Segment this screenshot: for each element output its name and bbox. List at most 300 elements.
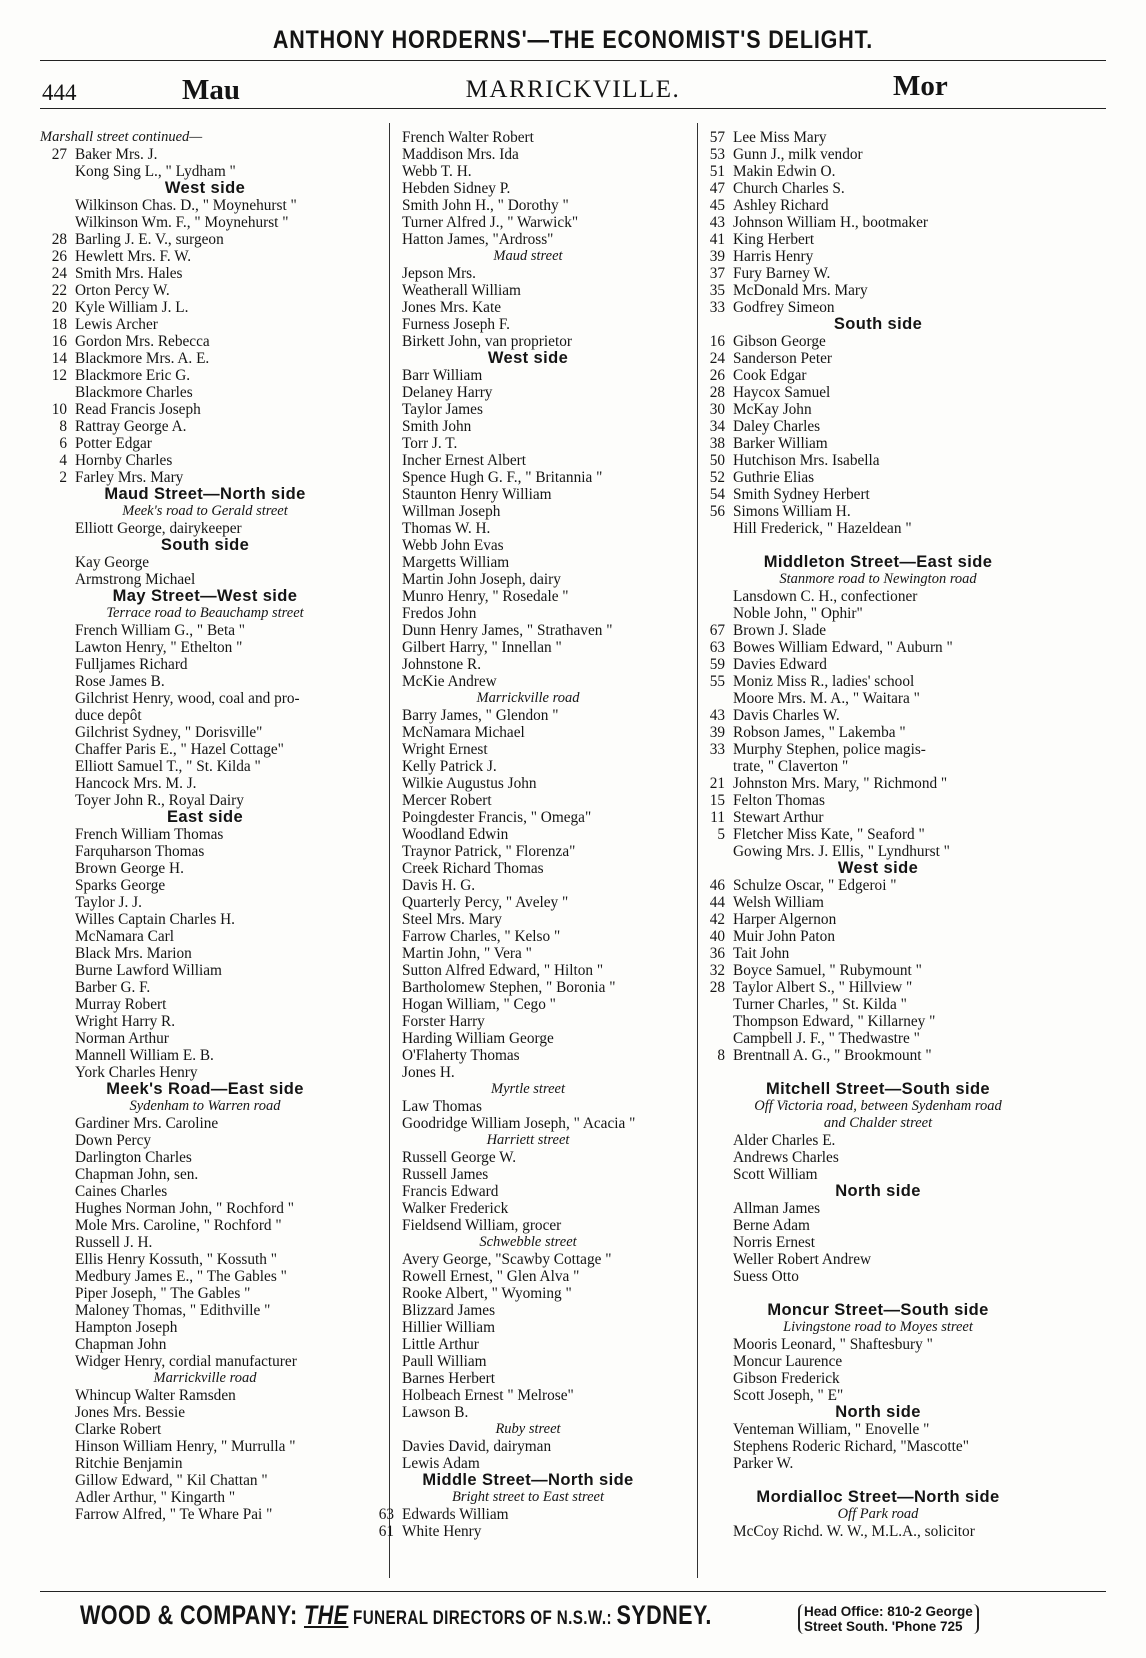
resident-name: French William Thomas bbox=[75, 826, 224, 843]
directory-entry bbox=[40, 1472, 370, 1489]
resident-name: McDonald Mrs. Mary bbox=[733, 282, 868, 299]
directory-entry bbox=[40, 1183, 370, 1200]
directory-entry bbox=[367, 1387, 689, 1404]
house-number: 47 bbox=[709, 180, 725, 197]
resident-name: Baker Mrs. J. bbox=[75, 146, 158, 163]
resident-name: Suess Otto bbox=[733, 1268, 799, 1285]
resident-name: Brown J. Slade bbox=[733, 622, 827, 639]
cross-street-note: Maud street bbox=[493, 248, 563, 264]
resident-name: Smith Sydney Herbert bbox=[733, 486, 870, 503]
directory-entry bbox=[698, 1200, 1058, 1217]
directory-entry bbox=[698, 605, 1058, 622]
directory-entry bbox=[367, 1166, 689, 1183]
directory-entry bbox=[698, 1234, 1058, 1251]
directory-entry bbox=[698, 1438, 1058, 1455]
resident-name: Gillow Edward, " Kil Chattan " bbox=[75, 1472, 268, 1489]
resident-name: Francis Edward bbox=[402, 1183, 499, 1200]
resident-name: Lee Miss Mary bbox=[733, 129, 827, 146]
directory-entry bbox=[40, 469, 370, 486]
resident-name: Hornby Charles bbox=[75, 452, 173, 469]
resident-name: Gilchrist Sydney, " Dorisville" bbox=[75, 724, 263, 741]
resident-name: Willes Captain Charles H. bbox=[75, 911, 235, 928]
directory-entry bbox=[367, 1370, 689, 1387]
resident-name: Rooke Albert, " Wyoming " bbox=[402, 1285, 572, 1302]
resident-name: Hinson William Henry, " Murrulla " bbox=[75, 1438, 296, 1455]
resident-name: Elliott George, dairykeeper bbox=[75, 520, 242, 537]
directory-entry bbox=[367, 1319, 689, 1336]
resident-name: White Henry bbox=[402, 1523, 482, 1540]
directory-entry bbox=[698, 843, 1058, 860]
house-number: 37 bbox=[709, 265, 725, 282]
resident-name: Davis H. G. bbox=[402, 877, 476, 894]
directory-entry bbox=[40, 707, 370, 724]
directory-entry bbox=[698, 741, 1058, 758]
resident-name: Haycox Samuel bbox=[733, 384, 831, 401]
resident-name: Law Thomas bbox=[402, 1098, 483, 1115]
directory-entry bbox=[40, 1234, 370, 1251]
resident-name: Adler Arthur, " Kingarth " bbox=[75, 1489, 236, 1506]
resident-name: Russell James bbox=[402, 1166, 489, 1183]
resident-name: Cook Edgar bbox=[733, 367, 807, 384]
house-number: 44 bbox=[709, 894, 725, 911]
directory-entry bbox=[367, 877, 689, 894]
directory-entry bbox=[367, 1285, 689, 1302]
directory-entry bbox=[40, 1455, 370, 1472]
resident-name: Gordon Mrs. Rebecca bbox=[75, 333, 210, 350]
resident-name: Whincup Walter Ramsden bbox=[75, 1387, 236, 1404]
directory-entry bbox=[367, 1064, 689, 1081]
directory-entry bbox=[40, 1285, 370, 1302]
directory-entry bbox=[367, 928, 689, 945]
resident-name: Welsh William bbox=[733, 894, 824, 911]
resident-name: Holbeach Ernest " Melrose" bbox=[402, 1387, 574, 1404]
directory-entry bbox=[40, 1319, 370, 1336]
resident-name: Church Charles S. bbox=[733, 180, 845, 197]
house-number: 35 bbox=[709, 282, 725, 299]
directory-entry bbox=[367, 180, 689, 197]
directory-entry bbox=[40, 758, 370, 775]
directory-entry bbox=[367, 367, 689, 384]
house-number: 8 bbox=[717, 1047, 725, 1064]
cross-street-note: Livingstone road to Moyes street bbox=[783, 1319, 973, 1335]
resident-name: Little Arthur bbox=[402, 1336, 479, 1353]
resident-name: Webb T. H. bbox=[402, 163, 472, 180]
directory-entry bbox=[698, 1336, 1058, 1353]
footer-city: SYDNEY. bbox=[616, 1600, 712, 1630]
street-heading: North side bbox=[835, 1182, 921, 1200]
resident-name: Fieldsend William, grocer bbox=[402, 1217, 562, 1234]
directory-entry bbox=[698, 1149, 1058, 1166]
resident-name: Armstrong Michael bbox=[75, 571, 196, 588]
resident-name: Margetts William bbox=[402, 554, 510, 571]
resident-name: Barr William bbox=[402, 367, 483, 384]
resident-name: Lewis Archer bbox=[75, 316, 158, 333]
house-number: 54 bbox=[709, 486, 725, 503]
street-heading: Mordialloc Street—North side bbox=[756, 1488, 1000, 1506]
resident-name: Stephens Roderic Richard, "Mascotte" bbox=[733, 1438, 969, 1455]
resident-name: Furness Joseph F. bbox=[402, 316, 510, 333]
cross-street-note: Meek's road to Gerald street bbox=[122, 503, 288, 519]
directory-entry bbox=[698, 452, 1058, 469]
resident-name: Smith John bbox=[402, 418, 472, 435]
directory-entry bbox=[367, 707, 689, 724]
directory-entry bbox=[698, 979, 1058, 996]
directory-entry bbox=[40, 435, 370, 452]
directory-entry bbox=[698, 826, 1058, 843]
directory-entry bbox=[40, 724, 370, 741]
house-number: 28 bbox=[709, 979, 725, 996]
resident-name: Taylor Albert S., " Hillview " bbox=[733, 979, 913, 996]
resident-name: Maloney Thomas, " Edithville " bbox=[75, 1302, 271, 1319]
resident-name: Barry James, " Glendon " bbox=[402, 707, 559, 724]
directory-entry bbox=[367, 1183, 689, 1200]
resident-name: Alder Charles E. bbox=[733, 1132, 836, 1149]
directory-entry bbox=[40, 1268, 370, 1285]
spacer bbox=[698, 1064, 1058, 1081]
resident-name: Black Mrs. Marion bbox=[75, 945, 192, 962]
resident-name: Jepson Mrs. bbox=[402, 265, 476, 282]
resident-name: Willman Joseph bbox=[402, 503, 501, 520]
directory-entry bbox=[367, 639, 689, 656]
directory-entry bbox=[40, 1064, 370, 1081]
directory-entry bbox=[367, 452, 689, 469]
directory-entry bbox=[698, 656, 1058, 673]
resident-name: Davis Charles W. bbox=[733, 707, 840, 724]
resident-name: Murphy Stephen, police magis- bbox=[733, 741, 926, 758]
resident-name: Barker William bbox=[733, 435, 828, 452]
directory-entry bbox=[367, 1353, 689, 1370]
resident-name: Robson James, " Lakemba " bbox=[733, 724, 906, 741]
directory-entry bbox=[367, 214, 689, 231]
directory-entry bbox=[40, 418, 370, 435]
header-rule bbox=[40, 60, 1106, 61]
directory-entry bbox=[367, 333, 689, 350]
street-heading: West side bbox=[487, 349, 569, 367]
directory-column-2 bbox=[367, 129, 689, 1540]
directory-entry bbox=[698, 962, 1058, 979]
resident-name: Daley Charles bbox=[733, 418, 821, 435]
resident-name: Sutton Alfred Edward, " Hilton " bbox=[402, 962, 604, 979]
directory-entry bbox=[698, 792, 1058, 809]
directory-entry bbox=[40, 316, 370, 333]
house-number: 50 bbox=[709, 452, 725, 469]
directory-entry bbox=[40, 1421, 370, 1438]
resident-name: Simons William H. bbox=[733, 503, 851, 520]
directory-entry bbox=[367, 1523, 689, 1540]
house-number: 16 bbox=[51, 333, 67, 350]
directory-entry bbox=[40, 911, 370, 928]
directory-entry bbox=[698, 282, 1058, 299]
resident-name: Down Percy bbox=[75, 1132, 152, 1149]
directory-entry bbox=[698, 945, 1058, 962]
directory-column-1 bbox=[40, 129, 370, 1523]
directory-entry bbox=[698, 520, 1058, 537]
resident-name: Wilkie Augustus John bbox=[402, 775, 537, 792]
resident-name: Stewart Arthur bbox=[733, 809, 824, 826]
resident-name: Felton Thomas bbox=[733, 792, 825, 809]
directory-entry bbox=[698, 1166, 1058, 1183]
resident-name: Chaffer Paris E., " Hazel Cottage" bbox=[75, 741, 284, 758]
directory-entry bbox=[40, 1506, 370, 1523]
resident-name: Goodridge William Joseph, " Acacia " bbox=[402, 1115, 636, 1132]
house-number: 52 bbox=[709, 469, 725, 486]
house-number: 14 bbox=[51, 350, 67, 367]
directory-entry bbox=[367, 316, 689, 333]
directory-entry bbox=[367, 486, 689, 503]
directory-entry bbox=[40, 1489, 370, 1506]
cross-street-note: and Chalder street bbox=[823, 1115, 933, 1131]
house-number: 51 bbox=[709, 163, 725, 180]
resident-name: Sanderson Peter bbox=[733, 350, 832, 367]
resident-name: Taylor J. J. bbox=[75, 894, 142, 911]
resident-name: Gardiner Mrs. Caroline bbox=[75, 1115, 219, 1132]
resident-name: Hillier William bbox=[402, 1319, 495, 1336]
directory-entry bbox=[698, 673, 1058, 690]
directory-entry bbox=[698, 1013, 1058, 1030]
directory-entry bbox=[367, 1047, 689, 1064]
resident-name: Chapman John, sen. bbox=[75, 1166, 199, 1183]
resident-name: Spence Hugh G. F., " Britannia " bbox=[402, 469, 603, 486]
house-number: 10 bbox=[51, 401, 67, 418]
resident-name: Farquharson Thomas bbox=[75, 843, 205, 860]
resident-name: Birkett John, van proprietor bbox=[402, 333, 572, 350]
page-title: MARRICKVILLE. bbox=[465, 76, 681, 103]
resident-name: Johnson William H., bootmaker bbox=[733, 214, 928, 231]
cross-street-note: Ruby street bbox=[495, 1421, 561, 1437]
directory-entry bbox=[367, 1438, 689, 1455]
directory-entry bbox=[367, 401, 689, 418]
resident-name: Scott William bbox=[733, 1166, 818, 1183]
directory-entry bbox=[698, 877, 1058, 894]
resident-name: Johnstone R. bbox=[402, 656, 482, 673]
resident-name: Smith John H., " Dorothy " bbox=[402, 197, 569, 214]
resident-name: Widger Henry, cordial manufacturer bbox=[75, 1353, 297, 1370]
resident-name: Harding William George bbox=[402, 1030, 554, 1047]
resident-name: Berne Adam bbox=[733, 1217, 810, 1234]
resident-name: Ritchie Benjamin bbox=[75, 1455, 183, 1472]
directory-entry bbox=[698, 1030, 1058, 1047]
resident-name: Russell J. H. bbox=[75, 1234, 153, 1251]
cross-street-note: Myrtle street bbox=[491, 1081, 565, 1097]
directory-entry bbox=[40, 163, 370, 180]
directory-entry bbox=[698, 775, 1058, 792]
resident-name: Makin Edwin O. bbox=[733, 163, 836, 180]
directory-entry bbox=[698, 894, 1058, 911]
resident-name: Farrow Charles, " Kelso " bbox=[402, 928, 561, 945]
resident-name: Martin John Joseph, dairy bbox=[402, 571, 561, 588]
directory-entry bbox=[367, 231, 689, 248]
house-number: 28 bbox=[51, 231, 67, 248]
directory-entry bbox=[40, 282, 370, 299]
house-number: 12 bbox=[51, 367, 67, 384]
directory-entry bbox=[40, 1115, 370, 1132]
directory-entry bbox=[40, 1149, 370, 1166]
directory-entry bbox=[40, 928, 370, 945]
directory-column-3 bbox=[698, 129, 1058, 1540]
directory-entry bbox=[698, 1217, 1058, 1234]
directory-entry bbox=[698, 418, 1058, 435]
resident-name: Fury Barney W. bbox=[733, 265, 831, 282]
directory-entry bbox=[40, 1030, 370, 1047]
resident-name: Lawson B. bbox=[402, 1404, 469, 1421]
resident-name: Forster Harry bbox=[402, 1013, 485, 1030]
resident-name: Farrow Alfred, " Te Whare Pai " bbox=[75, 1506, 273, 1523]
resident-name: Andrews Charles bbox=[733, 1149, 839, 1166]
resident-name: Hampton Joseph bbox=[75, 1319, 178, 1336]
resident-name: Webb John Evas bbox=[402, 537, 504, 554]
directory-entry bbox=[698, 248, 1058, 265]
resident-name: Wilkinson Wm. F., " Moynehurst " bbox=[75, 214, 289, 231]
house-number: 39 bbox=[709, 724, 725, 741]
directory-entry bbox=[698, 1132, 1058, 1149]
directory-entry bbox=[367, 265, 689, 282]
resident-name: Weller Robert Andrew bbox=[733, 1251, 872, 1268]
house-number: 26 bbox=[51, 248, 67, 265]
house-number: 63 bbox=[709, 639, 725, 656]
resident-name: Davies David, dairyman bbox=[402, 1438, 552, 1455]
resident-name: French Walter Robert bbox=[402, 129, 534, 146]
resident-name: Elliott Samuel T., " St. Kilda " bbox=[75, 758, 261, 775]
directory-entry bbox=[40, 826, 370, 843]
house-number: 4 bbox=[59, 452, 67, 469]
house-number: 53 bbox=[709, 146, 725, 163]
directory-entry bbox=[698, 639, 1058, 656]
directory-entry bbox=[698, 469, 1058, 486]
directory-entry bbox=[367, 673, 689, 690]
directory-entry bbox=[698, 265, 1058, 282]
directory-entry bbox=[40, 265, 370, 282]
directory-entry bbox=[698, 1047, 1058, 1064]
resident-name: Lewis Adam bbox=[402, 1455, 480, 1472]
street-heading: East side bbox=[166, 808, 244, 826]
directory-entry bbox=[698, 911, 1058, 928]
resident-name: Blackmore Mrs. A. E. bbox=[75, 350, 210, 367]
house-number: 57 bbox=[709, 129, 725, 146]
resident-name: Edwards William bbox=[402, 1506, 509, 1523]
street-heading: South side bbox=[833, 315, 923, 333]
resident-name: Wright Harry R. bbox=[75, 1013, 176, 1030]
house-number: 32 bbox=[709, 962, 725, 979]
street-heading: Middle Street—North side bbox=[422, 1471, 634, 1489]
resident-name: Parker W. bbox=[733, 1455, 794, 1472]
resident-name: Staunton Henry William bbox=[402, 486, 552, 503]
directory-entry bbox=[367, 1030, 689, 1047]
directory-entry bbox=[698, 1421, 1058, 1438]
header-range-start: Mau bbox=[182, 74, 240, 106]
cross-street-note: Off Victoria road, between Sydenham road bbox=[754, 1098, 1002, 1114]
directory-entry bbox=[698, 197, 1058, 214]
resident-name: Hill Frederick, " Hazeldean " bbox=[733, 520, 912, 537]
resident-name: duce depôt bbox=[75, 707, 142, 724]
resident-name: Jones Mrs. Kate bbox=[402, 299, 501, 316]
resident-name: Gilbert Harry, " Innellan " bbox=[402, 639, 562, 656]
resident-name: Rattray George A. bbox=[75, 418, 187, 435]
resident-name: Gunn J., milk vendor bbox=[733, 146, 863, 163]
resident-name: Rowell Ernest, " Glen Alva " bbox=[402, 1268, 580, 1285]
resident-name: Poingdester Francis, " Omega" bbox=[402, 809, 592, 826]
directory-entry bbox=[40, 741, 370, 758]
street-heading: North side bbox=[835, 1403, 921, 1421]
resident-name: Lansdown C. H., confectioner bbox=[733, 588, 918, 605]
resident-name: Traynor Patrick, " Florenza" bbox=[402, 843, 576, 860]
resident-name: Hutchison Mrs. Isabella bbox=[733, 452, 880, 469]
cross-street-note: Off Park road bbox=[837, 1506, 919, 1522]
resident-name: Mole Mrs. Caroline, " Rochford " bbox=[75, 1217, 282, 1234]
directory-entry bbox=[367, 860, 689, 877]
resident-name: Quarterly Percy, " Aveley " bbox=[402, 894, 569, 911]
resident-name: Wright Ernest bbox=[402, 741, 488, 758]
cross-street-note: Stanmore road to Newington road bbox=[779, 571, 977, 587]
house-number: 33 bbox=[709, 741, 725, 758]
directory-entry bbox=[367, 554, 689, 571]
resident-name: Godfrey Simeon bbox=[733, 299, 835, 316]
directory-entry bbox=[367, 1115, 689, 1132]
resident-name: Muir John Paton bbox=[733, 928, 835, 945]
directory-entry bbox=[367, 1098, 689, 1115]
resident-name: Darlington Charles bbox=[75, 1149, 192, 1166]
resident-name: Smith Mrs. Hales bbox=[75, 265, 183, 282]
resident-name: Medbury James E., " The Gables " bbox=[75, 1268, 287, 1285]
directory-entry bbox=[698, 486, 1058, 503]
footer-tagline: FUNERAL DIRECTORS OF N.S.W.: bbox=[348, 1608, 617, 1629]
house-number: 30 bbox=[709, 401, 725, 418]
resident-name: Russell George W. bbox=[402, 1149, 517, 1166]
resident-name: Munro Henry, " Rosedale " bbox=[402, 588, 569, 605]
directory-entry bbox=[698, 1353, 1058, 1370]
directory-entry bbox=[40, 231, 370, 248]
footer-rule bbox=[40, 1591, 1106, 1592]
cross-street-note: Harriett street bbox=[486, 1132, 570, 1148]
directory-entry bbox=[367, 605, 689, 622]
directory-entry bbox=[40, 656, 370, 673]
directory-entry bbox=[367, 1404, 689, 1421]
house-number: 16 bbox=[709, 333, 725, 350]
resident-name: Jones Mrs. Bessie bbox=[75, 1404, 186, 1421]
house-number: 26 bbox=[709, 367, 725, 384]
house-number: 28 bbox=[709, 384, 725, 401]
directory-entry bbox=[698, 1370, 1058, 1387]
directory-entry bbox=[40, 299, 370, 316]
directory-entry bbox=[367, 1149, 689, 1166]
directory-entry bbox=[698, 401, 1058, 418]
directory-entry bbox=[40, 673, 370, 690]
directory-entry bbox=[40, 520, 370, 537]
directory-entry bbox=[367, 1251, 689, 1268]
header-range-end: Mor bbox=[893, 70, 948, 102]
resident-name: Turner Alfred J., " Warwick" bbox=[402, 214, 579, 231]
resident-name: Boyce Samuel, " Rubymount " bbox=[733, 962, 922, 979]
directory-entry bbox=[40, 622, 370, 639]
directory-entry bbox=[367, 724, 689, 741]
resident-name: Hancock Mrs. M. J. bbox=[75, 775, 197, 792]
cross-street-note: Marrickville road bbox=[476, 690, 580, 706]
resident-name: Delaney Harry bbox=[402, 384, 493, 401]
resident-name: McKay John bbox=[733, 401, 812, 418]
house-number: 43 bbox=[709, 707, 725, 724]
resident-name: McNamara Carl bbox=[75, 928, 174, 945]
directory-entry bbox=[367, 1506, 689, 1523]
directory-entry bbox=[367, 911, 689, 928]
footer-advert-text bbox=[80, 1600, 712, 1631]
directory-entry bbox=[367, 894, 689, 911]
resident-name: McKie Andrew bbox=[402, 673, 497, 690]
resident-name: French William G., " Beta " bbox=[75, 622, 246, 639]
resident-name: Sparks George bbox=[75, 877, 166, 894]
resident-name: Noble John, " Ophir" bbox=[733, 605, 863, 622]
resident-name: Kelly Patrick J. bbox=[402, 758, 497, 775]
directory-entry bbox=[367, 809, 689, 826]
resident-name: Ellis Henry Kossuth, " Kossuth " bbox=[75, 1251, 278, 1268]
